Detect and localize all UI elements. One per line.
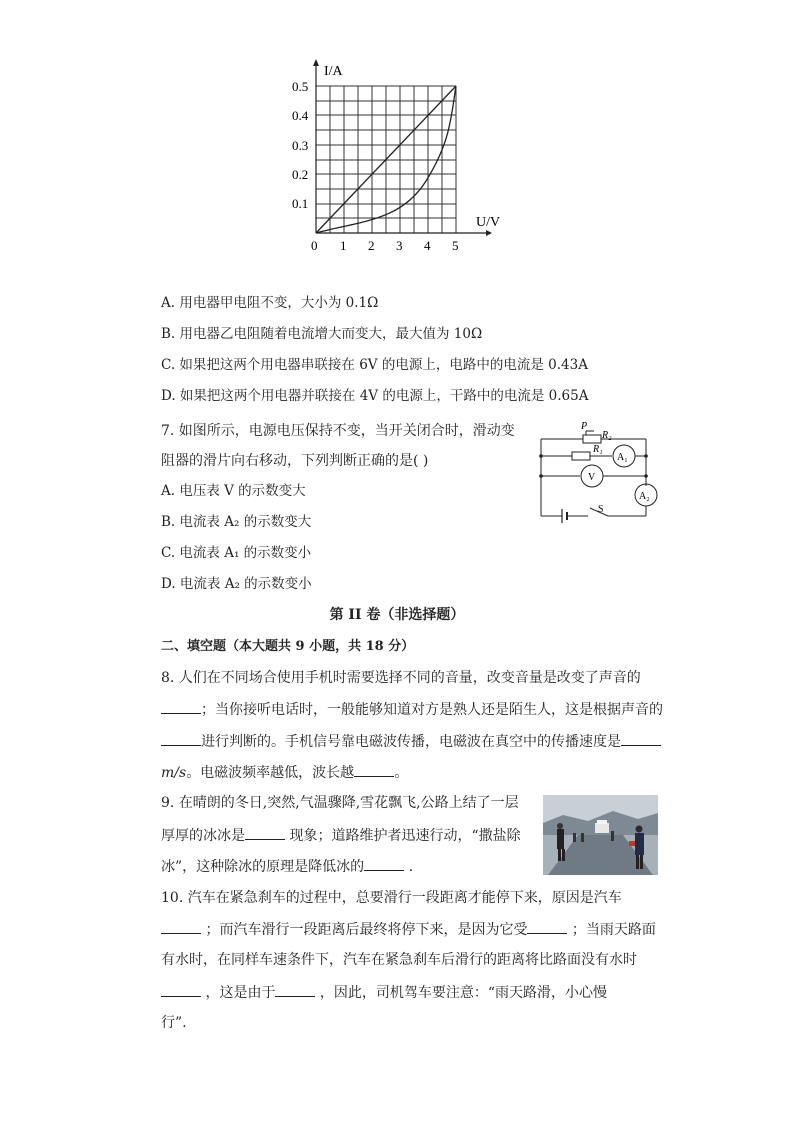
y-tick: 0.2 — [292, 167, 309, 182]
q8-blank-3[interactable] — [621, 731, 661, 746]
q10-line4: ，这是由于 ，因此，司机驾车要注意：“雨天路滑，小心慢 — [161, 982, 607, 1003]
q10-line3: 有水时，在同样车速条件下，汽车在紧急刹车后滑行的距离将比路面没有水时 — [161, 952, 637, 968]
q6-option-a: A. 用电器甲电阻不变，大小为 0.1Ω — [161, 295, 379, 311]
circuit-diagram — [536, 416, 664, 528]
q9-line1: 9. 在晴朗的冬日,突然,气温骤降,雪花飘飞,公路上结了一层 — [161, 795, 519, 811]
q7-option-c: C. 电流表 A₁ 的示数变小 — [161, 545, 312, 561]
q7-stem-line1: 7. 如图所示，电源电压保持不变，当开关闭合时，滑动变 — [161, 423, 515, 439]
section-title: 第 II 卷（非选择题） — [329, 607, 465, 623]
x-tick: 2 — [368, 238, 375, 253]
q8-blank-1[interactable] — [161, 699, 201, 714]
q10-line5: 行”. — [161, 1015, 187, 1031]
y-tick: 0.5 — [292, 79, 309, 94]
label-p: P — [581, 421, 588, 432]
q8-blank-2[interactable] — [161, 731, 201, 746]
label-r2: R₂ — [602, 430, 612, 441]
q8-line3: 进行判断的。手机信号靠电磁波传播，电磁波在真空中的传播速度是 — [161, 731, 661, 752]
q6-option-b: B. 用电器乙电阻随着电流增大而变大，最大值为 10Ω — [161, 326, 483, 342]
x-tick: 3 — [396, 238, 403, 253]
y-axis-arrow-icon — [313, 59, 319, 66]
q10-line2: ；而汽车滑行一段距离后最终将停下来，是因为它受 ；当雨天路面 — [161, 919, 656, 940]
q8-line4: m/s。电磁波频率越低，波长越 。 — [161, 762, 408, 783]
label-v: V — [588, 472, 596, 483]
q10-blank-4[interactable] — [275, 982, 315, 997]
iu-graph — [286, 56, 506, 256]
x-tick: 1 — [340, 238, 347, 253]
y-axis-label: I/A — [324, 64, 343, 79]
q9-blank-2[interactable] — [364, 856, 404, 871]
section-subtitle: 二、填空题（本大题共 9 小题，共 18 分） — [161, 639, 415, 654]
label-a2: A₂ — [639, 491, 650, 502]
label-a1: A₁ — [617, 452, 628, 463]
y-tick: 0.1 — [292, 196, 309, 211]
y-tick: 0.3 — [292, 138, 309, 153]
label-s: S — [598, 504, 604, 515]
q6-option-c: C. 如果把这两个用电器串联接在 6V 的电源上，电路中的电流是 0.43A — [161, 357, 588, 373]
resistor-r1 — [572, 452, 590, 460]
x-axis-arrow-icon — [486, 230, 492, 236]
q10-line1: 10. 汽车在紧急刹车的过程中，总要滑行一段距离才能停下来，原因是汽车 — [161, 890, 622, 906]
q7-option-b: B. 电流表 A₂ 的示数变大 — [161, 514, 312, 530]
q10-blank-2[interactable] — [527, 919, 567, 934]
origin-label: 0 — [311, 238, 318, 253]
q8-line2: ；当你接听电话时，一般能够知道对方是熟人还是陌生人，这是根据声音的 — [161, 699, 663, 720]
q7-option-d: D. 电流表 A₂ 的示数变小 — [161, 576, 312, 592]
x-tick: 4 — [424, 238, 431, 253]
q9-blank-1[interactable] — [245, 825, 285, 840]
q8-line1: 8. 人们在不同场合使用手机时需要选择不同的音量，改变音量是改变了声音的 — [161, 670, 641, 686]
x-tick: 5 — [452, 238, 459, 253]
q9-photo — [543, 795, 658, 875]
q9-line3: 冰”，这种除冰的原理是降低冰的 . — [161, 856, 413, 877]
q8-blank-4[interactable] — [354, 762, 394, 777]
q6-option-d: D. 如果把这两个用电器并联接在 4V 的电源上，干路中的电流是 0.65A — [161, 388, 589, 404]
resistor-r2 — [583, 435, 601, 443]
q10-blank-3[interactable] — [161, 982, 201, 997]
q7-option-a: A. 电压表 V 的示数变大 — [161, 483, 306, 499]
q10-blank-1[interactable] — [161, 919, 201, 934]
q7-stem-line2: 阻器的滑片向右移动，下列判断正确的是( ) — [161, 453, 429, 469]
label-r1: R₁ — [593, 444, 603, 455]
y-tick: 0.4 — [292, 108, 309, 123]
q9-line2: 厚厚的冰冰是 现象；道路维护者迅速行动，“撒盐除 — [161, 825, 521, 846]
x-axis-label: U/V — [476, 215, 501, 230]
